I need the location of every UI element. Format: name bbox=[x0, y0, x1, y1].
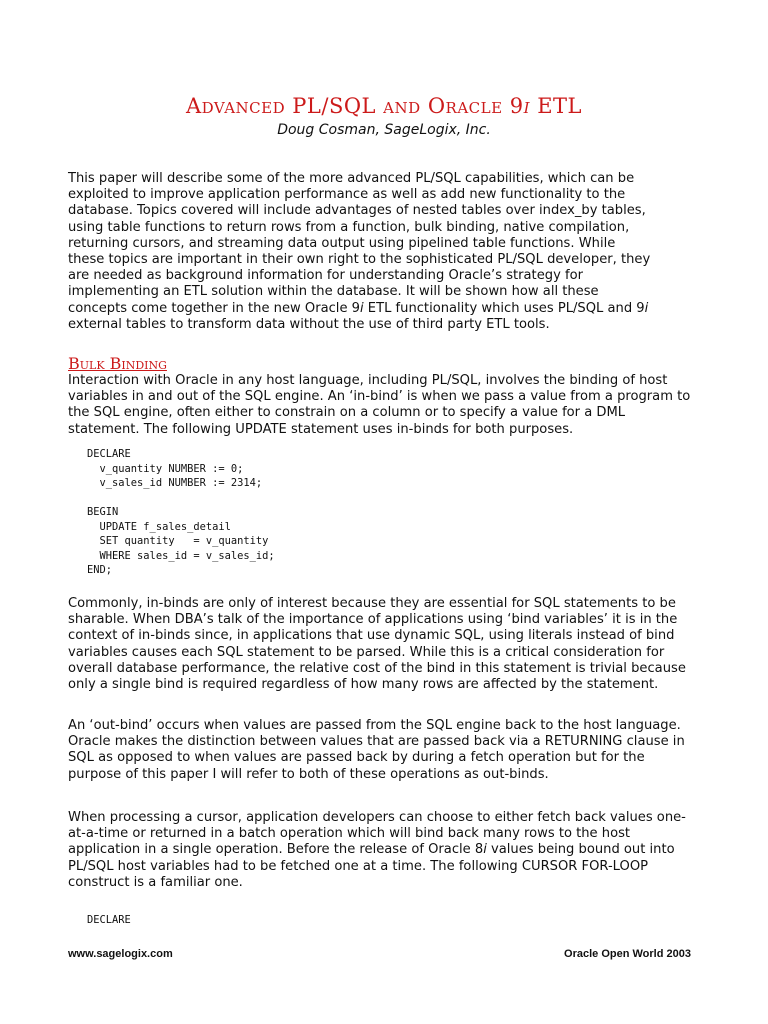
intro-line: implementing an ETL solution within the database. It will be shown how all these bbox=[68, 284, 599, 300]
title-italic: i bbox=[523, 94, 531, 118]
intro-line: returning cursors, and streaming data output using pipelined table functions. While bbox=[68, 235, 616, 251]
code-block-2: DECLARE bbox=[87, 914, 131, 926]
intro-line bbox=[68, 301, 700, 317]
para-text: When processing a cursor, application developers can choose to either fetch back values one-at-a-time or returned in a batch operation which will bind back many rows to the host application in a single operation. Before the release of Oracle 8 bbox=[68, 810, 686, 858]
para-text: values being bound out into PL/SQL host variables had to be fetched one at a time. The following CURSOR FOR-LOOP construct is a familiar one. bbox=[68, 842, 675, 890]
intro-text: concepts come together in the new Oracle 9 bbox=[68, 300, 360, 316]
footer-event: Oracle Open World 2003 bbox=[564, 948, 691, 960]
title-prefix: Advanced PL/SQL and Oracle 9 bbox=[185, 94, 524, 118]
section-paragraph-3: An ‘out-bind’ occurs when values are passed from the SQL engine back to the host language. Oracle makes the distinction between values that are passed back via a RETURNING clause in SQL as opposed to when values are passed back by during a fetch operation but for the purpose of this paper I will refer to both of these operations as out-binds. bbox=[68, 718, 685, 782]
page-title bbox=[0, 92, 768, 120]
intro-line: external tables to transform data without the use of third party ETL tools. bbox=[68, 316, 550, 332]
intro-italic: i bbox=[360, 300, 364, 316]
para-italic: i bbox=[483, 842, 487, 858]
intro-paragraph bbox=[68, 171, 700, 333]
code-block-1: DECLARE v_quantity NUMBER := 0; v_sales_id NUMBER := 2314; BEGIN UPDATE f_sales_detail SET quantity = v_quantity WHERE sales_id = v_sales_id; END; bbox=[87, 448, 275, 576]
intro-italic: i bbox=[644, 300, 649, 316]
footer-website: www.sagelogix.com bbox=[68, 948, 173, 960]
intro-line: are needed as background information for understanding Oracle’s strategy for bbox=[68, 268, 583, 284]
section-paragraph-4 bbox=[68, 810, 700, 891]
section-heading: Bulk Binding bbox=[68, 354, 167, 373]
intro-line: using table functions to return rows from a function, bulk binding, native compilation, bbox=[68, 219, 630, 235]
section-paragraph-1: Interaction with Oracle in any host language, including PL/SQL, involves the binding of host variables in and out of the SQL engine. An ‘in-bind’ is when we pass a value from a program to the SQL engine, often either to constrain on a column or to specify a value for a DML statement. The following UPDATE statement uses in-binds for both purposes. bbox=[68, 373, 691, 437]
intro-line: database. Topics covered will include advantages of nested tables over index_by tables, bbox=[68, 203, 646, 219]
intro-line: exploited to improve application performance as well as add new functionality to the bbox=[68, 187, 626, 203]
section-paragraph-2: Commonly, in-binds are only of interest because they are essential for SQL statements to be sharable. When DBA’s talk of the importance of applications using ‘bind variables’ it is in the context of in-binds since, in applications that use dynamic SQL, using literals instead of bind variables causes each SQL statement to be parsed. While this is a critical consideration for overall database performance, the relative cost of the bind in this statement is trivial because only a single bind is required regardless of how many rows are affected by the statement. bbox=[68, 596, 686, 693]
intro-text: ETL functionality which uses PL/SQL and 9 bbox=[363, 300, 645, 316]
author-line: Doug Cosman, SageLogix, Inc. bbox=[277, 122, 491, 138]
intro-line: This paper will describe some of the more advanced PL/SQL capabilities, which can be bbox=[68, 171, 635, 186]
intro-line: these topics are important in their own right to the sophisticated PL/SQL developer, they bbox=[68, 252, 651, 268]
title-suffix: ETL bbox=[530, 94, 583, 118]
